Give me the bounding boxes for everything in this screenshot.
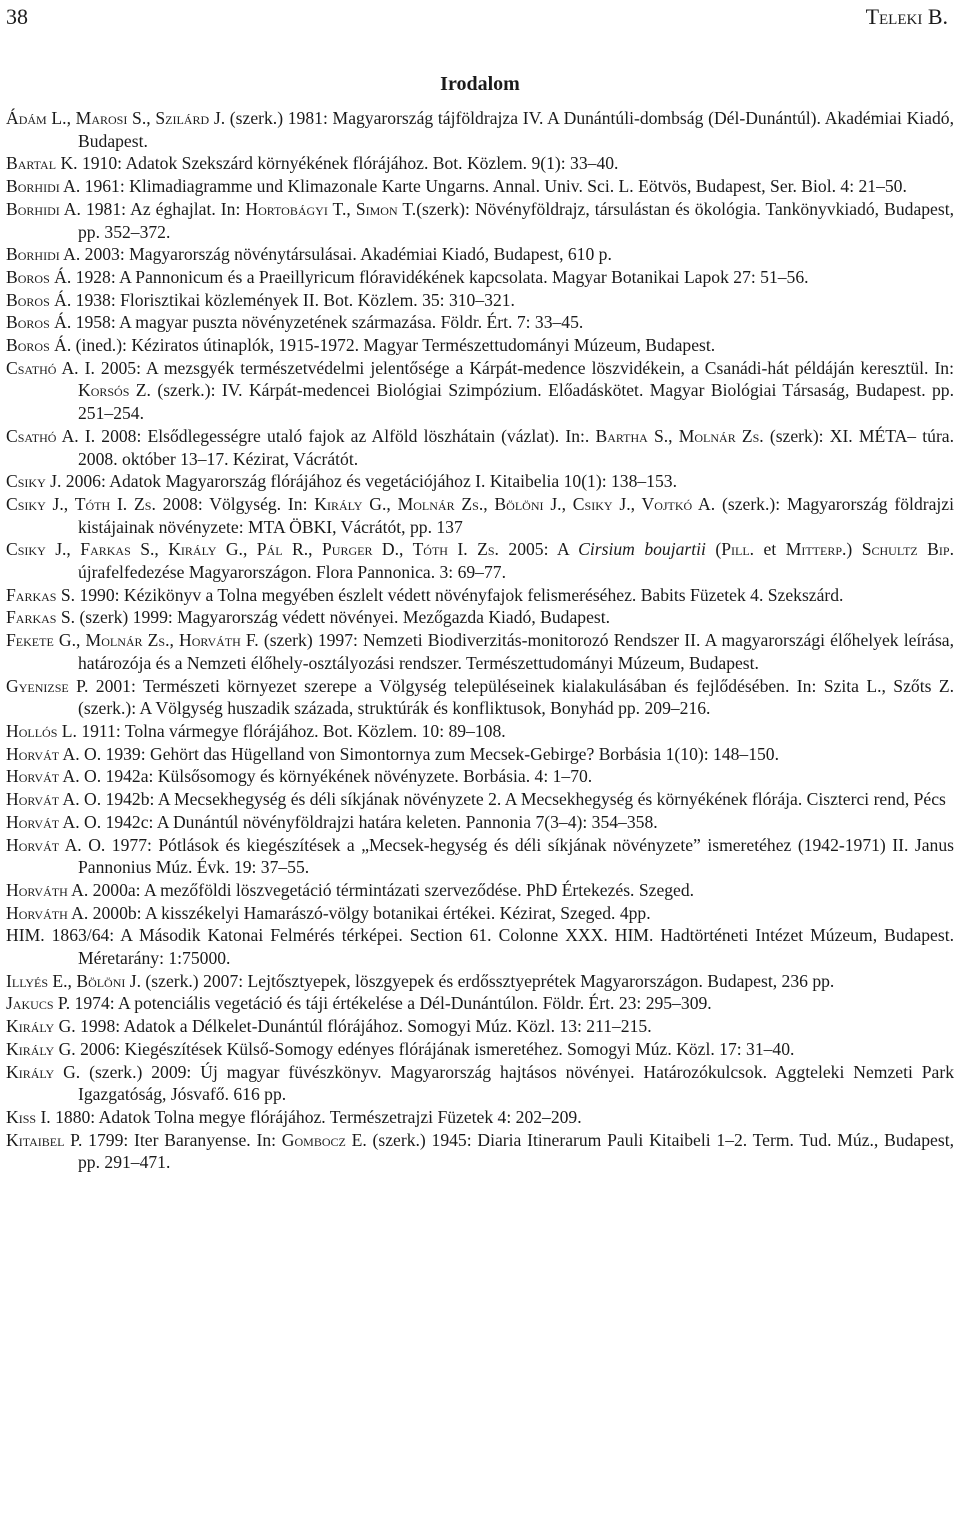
reference-text: 1942b: A Mecsekhegység és déli síkjának növényzete 2. A Mecsekhegység és környékének flórája. Ciszterci rend, Pécs — [101, 789, 946, 810]
reference-text: 1911: Tolna vármegye flórájához. Bot. Közlem. 10: 89–108. — [76, 720, 506, 741]
reference-text: 1799: Iter Baranyense. In: — [82, 1129, 282, 1150]
reference-entry — [6, 879, 954, 902]
reference-text: 1942c: A Dunántúl növényföldrajzi határa keleten. Pannonia 7(3–4): 354–358. — [101, 811, 658, 832]
reference-author: Csiky J. — [6, 471, 62, 492]
reference-author: Horváth A. — [6, 902, 89, 923]
reference-author: Csathó A. I. — [6, 357, 95, 378]
reference-author: Kitaibel P. — [6, 1129, 83, 1150]
reference-text: (szerk) 1999: Magyarország védett növényei. Mezőgazda Kiadó, Budapest. — [75, 607, 611, 628]
reference-text: 2008: Elsődlegességre utaló fajok az Alföld löszhátain (vázlat). In:. — [95, 425, 596, 446]
reference-author: Gombocz E. — [281, 1129, 367, 1150]
reference-text: (szerk): Növényföldrajz, társulástan és ökológia. Tankönyvkiadó, Budapest, pp. 352–372. — [78, 198, 954, 242]
reference-author: Kiss I. — [6, 1106, 51, 1127]
reference-entry — [6, 107, 954, 152]
reference-text: 1958: A magyar puszta növényzetének származása. Földr. Ért. 7: 33–45. — [71, 312, 584, 333]
reference-entry — [6, 470, 954, 493]
reference-entry — [6, 1015, 954, 1038]
reference-entry — [6, 266, 954, 289]
reference-text: (szerk) 1997: Nemzeti Biodiverzitás-monitorozó Rendszer II. A magyarországi élőhelyek leírása, határozója és a Nemzeti élőhely-osztályozási rendszer. Természettudományi Múzeum, Budapest. — [78, 630, 955, 673]
reference-text: 2008: Völgység. In: — [155, 493, 315, 514]
reference-entry — [6, 811, 954, 834]
reference-entry — [6, 743, 954, 766]
reference-author: Ádám L., Marosi S., Szilárd J. — [6, 108, 226, 128]
reference-text: (szerk.) 2007: Lejtősztyepek, löszgyepek és erdőssztyeprétek Magyarországon. Budapest, 236 pp. — [141, 970, 835, 991]
reference-entry — [6, 1106, 954, 1129]
reference-text: 1942a: Külsősomogy és környékének növényzete. Borbásia. 4: 1–70. — [101, 766, 593, 787]
reference-entry — [6, 902, 954, 925]
reference-text: ) — [846, 539, 862, 560]
reference-entry — [6, 606, 954, 629]
reference-author: Horvát A. O. — [6, 811, 102, 832]
reference-author: Korsós Z. — [78, 380, 151, 401]
reference-entry — [6, 175, 954, 198]
reference-entry — [6, 538, 954, 583]
reference-author: Boros Á. — [6, 266, 72, 287]
reference-text: 1981: Az éghajlat. In: — [80, 198, 246, 219]
reference-entry — [6, 1061, 954, 1106]
reference-author: Gyenizse P. — [6, 675, 89, 696]
reference-author: Király G. — [6, 1016, 76, 1037]
reference-author: Borhidi A. — [6, 176, 81, 197]
reference-entry — [6, 493, 954, 538]
reference-entry — [6, 311, 954, 334]
reference-text: 1880: Adatok Tolna megye flórájához. Természetrajzi Füzetek 4: 202–209. — [50, 1106, 582, 1127]
reference-text: 1939: Gehört das Hügelland von Simontornya zum Mecsek-Gebirge? Borbásia 1(10): 148–150. — [101, 743, 779, 764]
reference-text: 2003: Magyarország növénytársulásai. Akadémiai Kiadó, Budapest, 610 p. — [80, 244, 612, 265]
reference-entry — [6, 970, 954, 993]
reference-list — [6, 107, 954, 1174]
reference-author: Pill. — [721, 539, 755, 560]
reference-taxon: Cirsium boujartii — [578, 539, 706, 560]
reference-text: 2000b: A kisszékelyi Hamarászó-völgy botanikai értékei. Kézirat, Szeged. 4pp. — [88, 902, 651, 923]
reference-text: 1910: Adatok Szekszárd környékének flórájához. Bot. Közlem. 9(1): 33–40. — [77, 153, 619, 174]
reference-text: 1928: A Pannonicum és a Praeillyricum flóravidékének kapcsolata. Magyar Botanikai Lapok 27: 51–56. — [71, 266, 809, 287]
reference-text: (ined.): Kéziratos útinaplók, 1915-1972. Magyar Természettudományi Múzeum, Budapest. — [71, 335, 716, 356]
reference-text: HIM. 1863/64: A Második Katonai Felmérés térképei. Section 61. Colonne XXX. HIM. Hadtörténeti Intézet Múzeum, Budapest. Méretarány: 1:75000. — [6, 925, 954, 969]
reference-entry — [6, 834, 954, 879]
reference-text: újrafelfedezése Magyarországon. Flora Pannonica. 3: 69–77. — [78, 562, 506, 583]
reference-author: Mitterp. — [785, 539, 847, 560]
reference-entry — [6, 357, 954, 425]
reference-author: Borhidi A. — [6, 198, 81, 219]
reference-entry — [6, 720, 954, 743]
reference-author: Borhidi A. — [6, 244, 81, 265]
reference-author: Fekete G., Molnár Zs., Horváth F. — [6, 630, 259, 651]
reference-author: Király G. — [6, 1061, 81, 1082]
reference-author: Hollós L. — [6, 720, 77, 741]
reference-text: et — [754, 539, 786, 560]
reference-author: Horvát A. O. — [6, 766, 102, 787]
reference-entry — [6, 334, 954, 357]
reference-text: 1977: Pótlások és kiegészítések a „Mecsek-hegység és déli síkjának növényzete” ismeretéhez (1942-1971) II. Janus Pannonius Múz. Évk. 19: 37–55. — [78, 834, 954, 878]
reference-entry — [6, 584, 954, 607]
reference-text: 1974: A potenciális vegetáció és táji értékelése a Dél-Dunántúlon. Földr. Ért. 23: 295–309. — [70, 993, 712, 1014]
reference-entry — [6, 198, 954, 243]
reference-author: Hortobágyi T., Simon T. — [245, 198, 417, 219]
reference-author: Jakucs P. — [6, 993, 71, 1014]
reference-entry — [6, 1129, 954, 1174]
reference-entry — [6, 788, 954, 811]
reference-author: Csathó A. I. — [6, 425, 96, 446]
reference-text: (szerk.): Magyarország földrajzi kistájainak növényzete: MTA ÖBKI, Vácrátót, pp. 137 — [78, 493, 954, 537]
reference-author: Csiky J., Tóth I. Zs. — [6, 493, 156, 514]
reference-entry — [6, 289, 954, 312]
reference-author: Boros Á. — [6, 289, 72, 310]
reference-author: Illyés E., Bölöni J. — [6, 970, 142, 991]
reference-entry — [6, 1038, 954, 1061]
reference-text: (szerk.) 1945: Diaria Itinerarum Pauli Kitaibeli 1–2. Term. Tud. Múz., Budapest, pp. 291–471. — [78, 1129, 954, 1173]
reference-text: 2000a: A mezőföldi löszvegetáció términtázati szerveződése. PhD Értekezés. Szeged. — [88, 879, 695, 900]
reference-author: Bartal K. — [6, 153, 78, 174]
reference-author: Horvát A. O. — [6, 789, 102, 810]
reference-entry — [6, 992, 954, 1015]
reference-text: (szerk.) 1981: Magyarország tájföldrajza IV. A Dunántúli-dombság (Dél-Dunántúl). Akadémiai Kiadó, Budapest. — [78, 108, 954, 151]
reference-text: 1998: Adatok a Délkelet-Dunántúl flórájához. Somogyi Múz. Közl. 13: 211–215. — [75, 1016, 652, 1037]
reference-author: Farkas S. — [6, 584, 76, 605]
reference-author: Király G., Molnár Zs., Bölöni J., Csiky J., Vojtkó A. — [314, 493, 716, 514]
section-title: Irodalom — [440, 73, 520, 95]
reference-author: Boros Á. — [6, 335, 72, 356]
reference-author: Horvát A. O. — [6, 834, 106, 855]
reference-text: (szerk): XI. MÉTA– túra. 2008. október 13–17. Kézirat, Vácrátót. — [78, 425, 955, 469]
reference-entry — [6, 152, 954, 175]
reference-text: 1990: Kézikönyv a Tolna megyében észlelt védett növényfajok felismeréséhez. Babits Füzetek 4. Szekszárd. — [75, 584, 844, 605]
reference-text: 2006: Adatok Magyarország flórájához és vegetációjához I. Kitaibelia 10(1): 138–153. — [61, 471, 677, 492]
page-number: 38 — [6, 4, 28, 29]
reference-entry — [6, 425, 954, 470]
reference-text: (szerk.) 2009: Új magyar füvészkönyv. Magyarország hajtásos növényei. Határozókulcsok. Aggteleki Nemzeti Park Igazgatóság, Jósvafő. 616 pp. — [78, 1061, 955, 1105]
reference-author: Boros Á. — [6, 312, 72, 333]
reference-entry — [6, 675, 954, 720]
running-head: Teleki B. — [865, 4, 948, 29]
reference-author: Király G. — [6, 1038, 76, 1059]
reference-author: Farkas S. — [6, 607, 76, 628]
reference-text: 2005: A — [498, 539, 579, 560]
reference-text: 2005: A mezsgyék természetvédelmi jelentősége a Kárpát-medence löszvidékein, a Csanádi-hát példáján keresztül. In: — [94, 357, 954, 378]
reference-entry — [6, 765, 954, 788]
reference-entry — [6, 243, 954, 266]
reference-author: Bartha S., Molnár Zs. — [595, 425, 764, 446]
reference-text: 2001: Természeti környezet szerepe a Völgység településeinek kialakulásában és fejlődésében. In: Szita L., Szőts Z. (szerk.): A Völgység huszadik százada, struktúrák és konfliktusok, Bonyhád pp. 209–216. — [78, 675, 954, 719]
reference-entry — [6, 629, 954, 674]
reference-text: 2006: Kiegészítések Külső-Somogy edényes flórájának ismeretéhez. Somogyi Múz. Közl. 17: 31–40. — [75, 1038, 795, 1059]
reference-text: 1961: Klimadiagramme und Klimazonale Karte Ungarns. Annal. Univ. Sci. L. Eötvös, Budapest, Ser. Biol. 4: 21–50. — [80, 176, 907, 197]
reference-text: (szerk.): IV. Kárpát-medencei Biológiai Szimpózium. Előadáskötet. Magyar Biológiai Társaság, Budapest. pp. 251–254. — [78, 380, 954, 424]
reference-entry — [6, 924, 954, 969]
reference-author: Csiky J., Farkas S., Király G., Pál R., Purger D., Tóth I. Zs. — [6, 539, 499, 560]
reference-author: Horvát A. O. — [6, 743, 102, 764]
reference-author: Horváth A. — [6, 879, 89, 900]
reference-author: Schultz Bip. — [861, 539, 954, 560]
reference-text: 1938: Florisztikai közlemények II. Bot. Közlem. 35: 310–321. — [71, 289, 515, 310]
reference-text: ( — [705, 539, 722, 560]
